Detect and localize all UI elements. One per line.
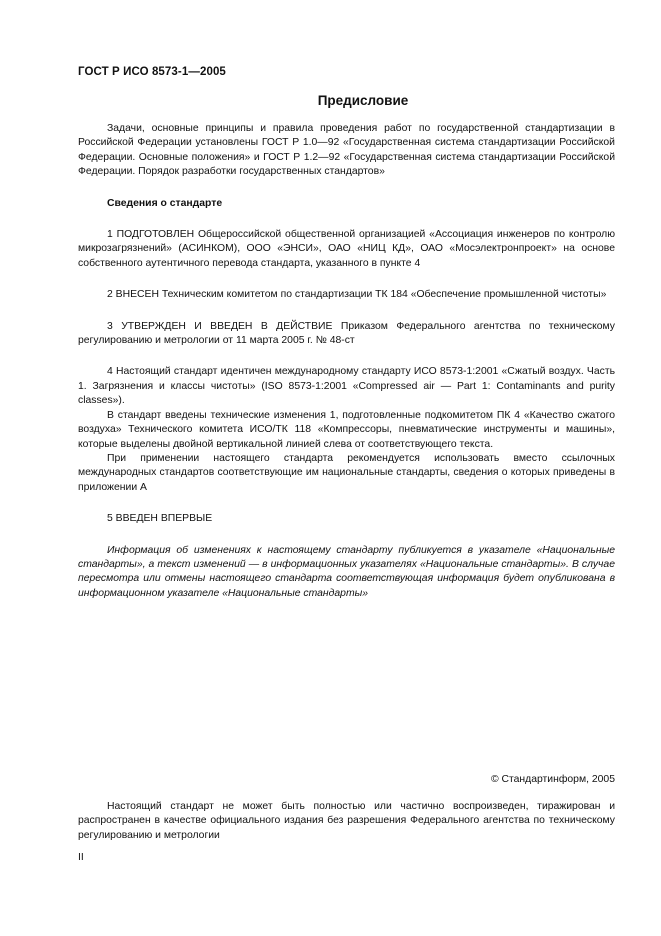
- preface-content: [78, 122, 615, 601]
- standard-info-subheading: Сведения о стандарте: [107, 197, 223, 209]
- item-5-paragraph: 5 ВВЕДЕН ВПЕРВЫЕ: [107, 513, 213, 525]
- item-1-paragraph: 1 ПОДГОТОВЛЕН Общероссийской общественной организацией «Ассоциация инженеров по контролю микрозагрязнений» (АСИНКОМ), ООО «ЭНСИ», ОАО «НИЦ КД», ОАО «Мосэлектронпроект» на основе собственного аутентичного перевода стандарта, указанного в пункте 4: [78, 229, 615, 269]
- item-2-paragraph: 2 ВНЕСЕН Техническим комитетом по стандартизации ТК 184 «Обеспечение промышленной чистоты»: [107, 289, 607, 301]
- item-4-paragraph: 4 Настоящий стандарт идентичен международному стандарту ИСО 8573-1:2001 «Сжатый воздух. Часть 1. Загрязнения и классы чистоты» (ISO 8573-1:2001 «Compressed air — Part 1: Contaminants and purity classes»).: [78, 366, 615, 407]
- item-3-paragraph: 3 УТВЕРЖДЕН И ВВЕДЕН В ДЕЙСТВИЕ Приказом Федерального агентства по техническому регулированию и метрологии от 11 марта 2005 г. № 48-ст: [78, 320, 615, 347]
- reproduction-notice: Настоящий стандарт не может быть полностью или частично воспроизведен, тиражирован и распространен в качестве официального издания без разрешения Федерального агентства по техническому регулированию и метрологии: [78, 801, 615, 841]
- copyright-notice: © Стандартинформ, 2005: [490, 774, 615, 785]
- item-4-changes-paragraph: В стандарт введены технические изменения 1, подготовленные подкомитетом ПК 4 «Качество сжатого воздуха» Технического комитета ИСО/ТК 118 «Компрессоры, пневматические инструменты и машины», которые выделены двойной вертикальной линией слева от соответствующего текста.: [78, 409, 615, 450]
- page-number: II: [78, 852, 84, 863]
- document-header: ГОСТ Р ИСО 8573-1—2005: [78, 66, 226, 78]
- page-title: Предисловие: [317, 93, 409, 108]
- item-4-application-paragraph: При применении настоящего стандарта рекомендуется использовать вместо ссылочных международных стандартов соответствующие им национальные стандарты, сведения о которых приведены в приложении А: [78, 452, 615, 493]
- changes-info-paragraph: Информация об изменениях к настоящему стандарту публикуется в указателе «Национальные стандарты», а текст изменений — в информационных указателях «Национальные стандарты». В случае пересмотра или отмены настоящего стандарта соответствующая информация будет опубликована в информационном указателе «Национальные стандарты»: [78, 544, 615, 599]
- intro-paragraph: Задачи, основные принципы и правила проведения работ по государственной стандартизации в Российской Федерации установлены ГОСТ Р 1.0—92 «Государственная система стандартизации Российской Федерации. Основные положения» и ГОСТ Р 1.2—92 «Государственная система стандартизации Российской Федерации. Порядок разработки государственных стандартов»: [78, 123, 615, 178]
